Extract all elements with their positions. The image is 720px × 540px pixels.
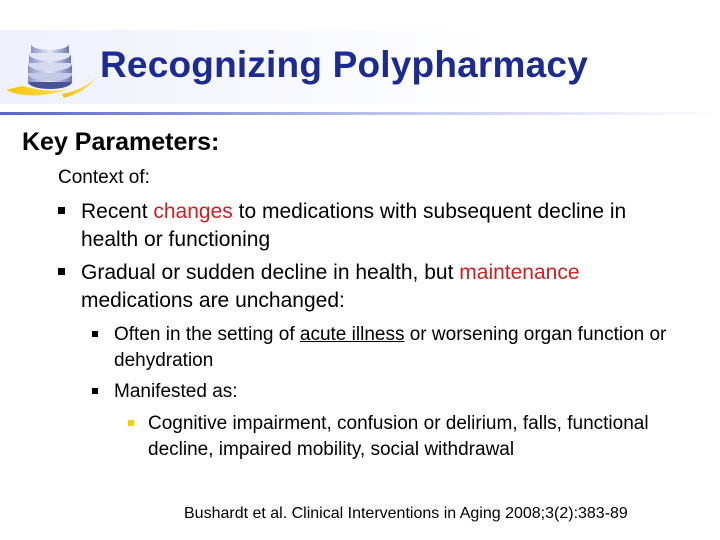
slide-title: Recognizing Polypharmacy (100, 44, 588, 85)
section-heading: Key Parameters: (22, 128, 220, 156)
square-bullet-icon (58, 268, 65, 275)
bullet-text: Recent changes to medications with subsequent decline in health or functioning (81, 200, 627, 251)
citation: Bushardt et al. Clinical Interventions in Aging 2008;3(2):383-89 (184, 505, 628, 522)
pill-stack-logo-icon (2, 32, 102, 102)
square-bullet-icon (92, 331, 98, 337)
title-bar (0, 22, 720, 114)
sub-sub-bullet-text: Cognitive impairment, confusion or delirium, falls, functional decline, impaired mobility, social withdrawal (148, 413, 649, 460)
underlined-text: acute illness (299, 324, 405, 345)
context-label: Context of: (58, 167, 150, 188)
highlight-text: changes (153, 200, 233, 223)
square-bullet-icon (92, 388, 98, 394)
title-divider (0, 112, 720, 115)
sub-bullet-item (92, 379, 692, 405)
bullet-item (58, 198, 688, 254)
square-bullet-icon (58, 207, 65, 214)
sub-sub-bullet-item (128, 411, 688, 463)
sub-bullet-item (92, 322, 692, 374)
square-bullet-icon (128, 420, 134, 426)
bullet-item (58, 259, 688, 315)
bullet-text: Gradual or sudden decline in health, but maintenance medications are unchanged: (81, 261, 580, 312)
sub-bullet-text: Often in the setting of acute illness or worsening organ function or dehydration (114, 324, 667, 371)
highlight-text: maintenance (459, 261, 580, 284)
sub-bullet-text: Manifested as: (114, 381, 238, 402)
